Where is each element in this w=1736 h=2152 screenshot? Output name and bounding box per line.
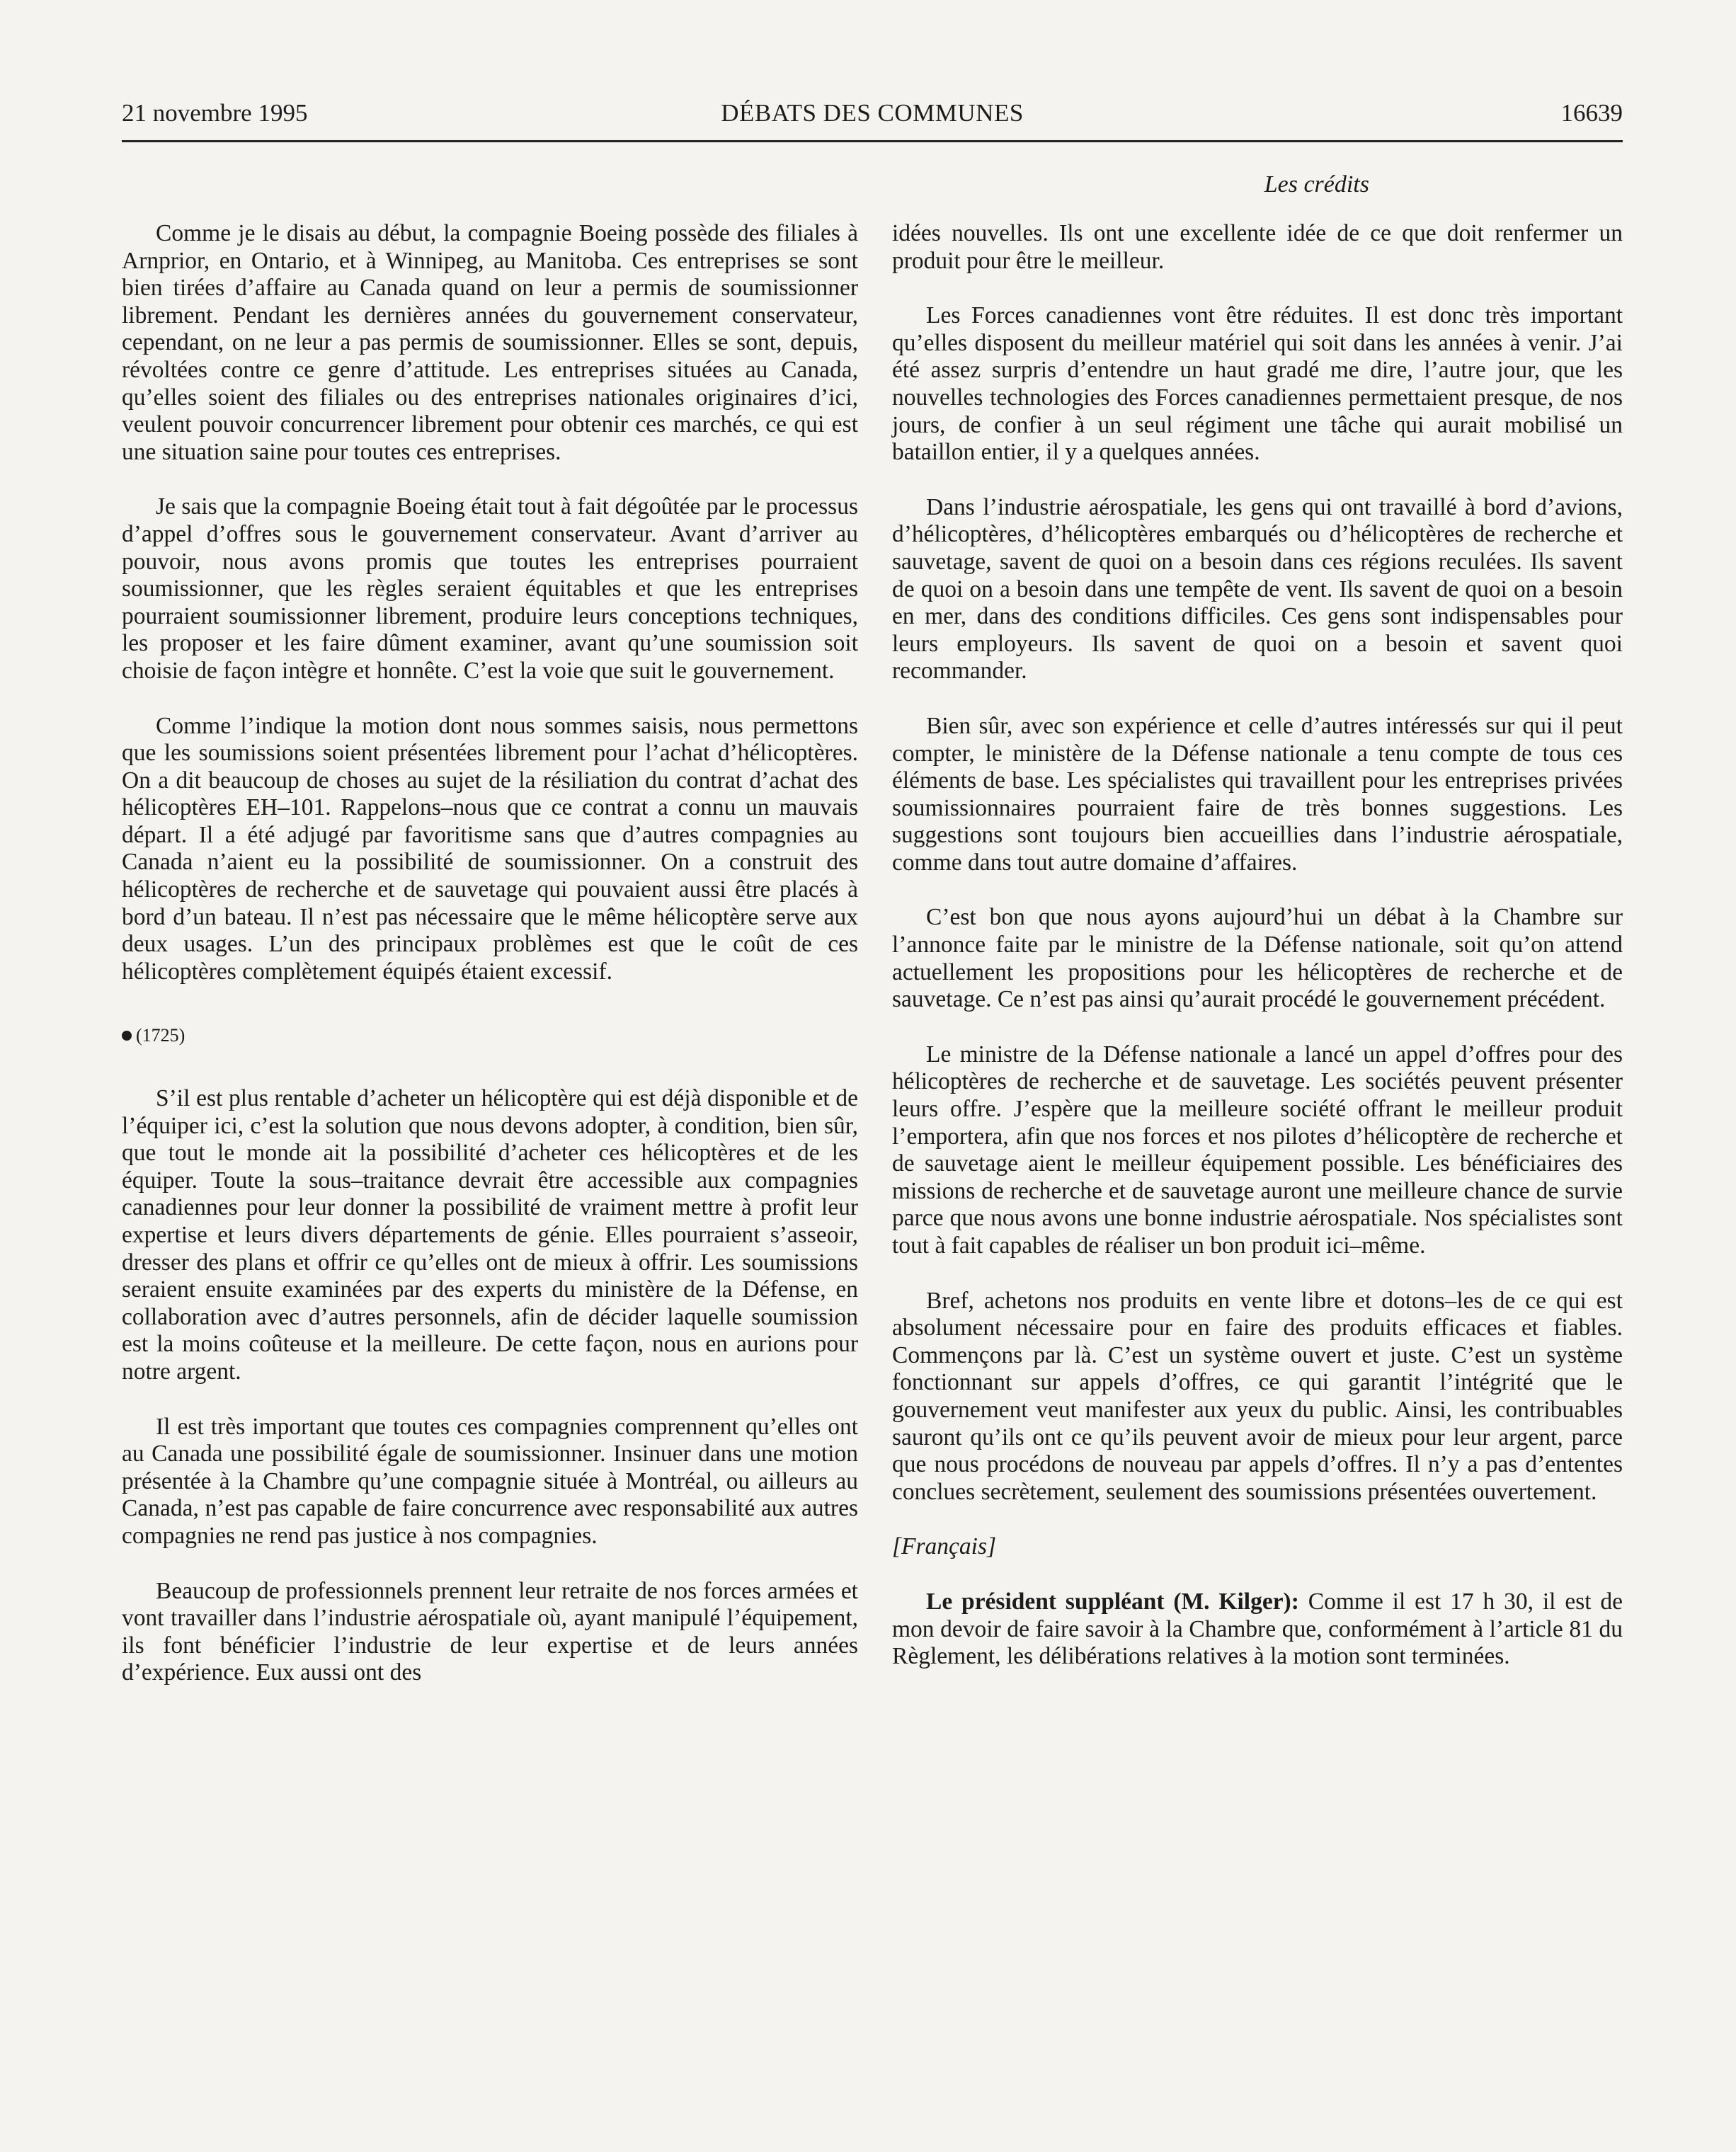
left-column [122, 220, 858, 1715]
left-paragraph-6: Beaucoup de professionnels prennent leur retraite de nos forces armées et vont travailler dans l’industrie aérospatiale où, ayant manipulé l’équipement, ils font bénéficier l’industrie de leur expertise et de leurs années d’expérience. Eux aussi ont des [122, 1577, 858, 1686]
left-paragraph-5: Il est très important que toutes ces compagnies comprennent qu’elles ont au Canada une possibilité égale de soumissionner. Insinuer dans une motion présentée à la Chambre qu’une compagnie située à Montréal, ou ailleurs au Canada, n’est pas capable de faire concurrence avec responsabilité aux autres compagnies ne rend pas justice à nos compagnies. [122, 1413, 858, 1549]
left-paragraph-1: Comme je le disais au début, la compagnie Boeing possède des filiales à Arnprior, en Ontario, et à Winnipeg, au Manitoba. Ces entreprises se sont bien tirées d’affaire au Canada quand on leur a permis de soumissionner librement. Pendant les dernières années du gouvernement conservateur, cependant, on ne leur a pas permis de soumissionner. Elles se sont, depuis, révoltées contre ce genre d’attitude. Les entreprises situées au Canada, qu’elles soient des filiales ou des entreprises nationales originaires d’ici, veulent pouvoir concurrencer librement pour obtenir ces marchés, ce qui est une situation saine pour toutes ces entreprises. [122, 220, 858, 465]
header-date: 21 novembre 1995 [122, 99, 308, 127]
right-paragraph-6: Le ministre de la Défense nationale a lancé un appel d’offres pour des hélicoptères de recherche et de sauvetage. Les sociétés peuvent présenter leurs offre. J’espère que la meilleure société offrant le meilleur produit l’emportera, afin que nos forces et nos pilotes d’hélicoptère de recherche et de sauvetage aient le meilleur équipement possible. Les bénéficiaires des missions de recherche et de sauvetage auront une meilleure chance de survie parce que nous avons une bonne industrie aérospatiale. Nos spécialistes sont tout à fait capables de réaliser un bon produit ici–même. [892, 1041, 1623, 1259]
speaker-paragraph [892, 1589, 1623, 1671]
right-column [892, 220, 1623, 1698]
left-paragraph-3: Comme l’indique la motion dont nous sommes saisis, nous permettons que les soumissions soient présentées librement pour l’achat d’hélicoptères. On a dit beaucoup de choses au sujet de la résiliation du contrat d’achat des hélicoptères EH–101. Rappelons–nous que ce contrat a connu un mauvais départ. Il a été adjugé par favoritisme sans que d’autres compagnies au Canada n’aient eu la possibilité de soumissionner. On a construit des hélicoptères de recherche et de sauvetage qui pouvaient aussi être placés à bord d’un bateau. Il n’est pas nécessaire que le même hélicoptère serve aux deux usages. L’un des principaux problèmes est que le coût de ces hélicoptères complètement équipés étaient excessif. [122, 712, 858, 985]
header-rule [122, 140, 1623, 142]
time-marker [122, 1022, 858, 1050]
page-header [122, 99, 1623, 136]
bullet-icon [122, 1031, 132, 1041]
header-title: DÉBATS DES COMMUNES [721, 99, 1024, 127]
left-paragraph-4: S’il est plus rentable d’acheter un hélicoptère qui est déjà disponible et de l’équiper ici, c’est la solution que nous devons adopter, à condition, bien sûr, que tout le monde ait la possibilité d’acheter ces hélicoptères et de les équiper. Toute la sous–traitance devrait être accessible aux compagnies canadiennes pour leur donner la possibilité de vraiment mettre à profit leur expertise et leurs divers départements de génie. Elles pourraient s’asseoir, dresser des plans et offrir ce qu’elles ont de mieux à offrir. Les soumissions seraient ensuite examinées par des experts du ministère de la Défense, en collaboration avec d’autres personnels, afin de décider laquelle soumission est la moins coûteuse et la meilleure. De cette façon, nous en aurions pour notre argent. [122, 1085, 858, 1385]
language-tag: [Français] [892, 1533, 997, 1560]
speaker-name: Le président suppléant (M. Kilger): [926, 1588, 1299, 1615]
header-page-number: 16639 [1560, 99, 1623, 127]
left-paragraph-2: Je sais que la compagnie Boeing était tout à fait dégoûtée par le processus d’appel d’offres sous le gouvernement conservateur. Avant d’arriver au pouvoir, nous avons promis que toutes les entreprises pourraient soumissionner, que les règles seraient équitables et que les entreprises pourraient soumissionner librement, produire leurs conceptions techniques, les proposer et les faire dûment examiner, avant qu’une soumission soit choisie de façon intègre et honnête. C’est la voie que suit le gouvernement. [122, 493, 858, 684]
right-paragraph-2: Les Forces canadiennes vont être réduites. Il est donc très important qu’elles disposent du meilleur matériel qui soit dans les années à venir. J’ai été assez surpris d’entendre un haut gradé me dire, l’autre jour, que les nouvelles technologies des Forces canadiennes permettaient presque, de nos jours, de confier à un seul régiment une tâche qui aurait mobilisé un bataillon entier, il y a quelques années. [892, 302, 1623, 466]
right-paragraph-5: C’est bon que nous ayons aujourd’hui un débat à la Chambre sur l’annonce faite par le ministre de la Défense nationale, soit qu’on attend actuellement les propositions pour les hélicoptères de recherche et de sauvetage. Ce n’est pas ainsi qu’aurait procédé le gouvernement précédent. [892, 904, 1623, 1013]
section-title: Les crédits [1264, 171, 1369, 198]
right-paragraph-7: Bref, achetons nos produits en vente libre et dotons–les de ce qui est absolument nécessaire pour en faire des produits efficaces et fiables. Commençons par là. C’est un système ouvert et juste. C’est un système fonctionnant sur appels d’offres, ce qui garantit l’intégrité que le gouvernement veut manifester aux yeux du public. Ainsi, les contribuables sauront qu’ils ont ce qu’ils peuvent avoir de mieux pour leur argent, parce que nous procédons de nouveau par appels d’offres. Il n’y a pas d’ententes conclues secrètement, seulement des soumissions présentées ouvertement. [892, 1287, 1623, 1505]
right-paragraph-1: idées nouvelles. Ils ont une excellente idée de ce que doit renfermer un produit pour être le meilleur. [892, 220, 1623, 274]
right-paragraph-3: Dans l’industrie aérospatiale, les gens qui ont travaillé à bord d’avions, d’hélicoptères, d’hélicoptères embarqués ou d’hélicoptères de recherche et sauvetage, savent de quoi on a besoin dans ces régions reculées. Ils savent de quoi on a besoin dans une tempête de vent. Ils savent de quoi on a besoin en mer, dans des conditions difficiles. Ces gens sont indispensables pour leurs employeurs. Ils savent de quoi on a besoin et savent quoi recommander. [892, 493, 1623, 685]
time-marker-text: (1725) [136, 1025, 185, 1046]
right-paragraph-4: Bien sûr, avec son expérience et celle d’autres intéressés sur qui il peut compter, le ministère de la Défense nationale a tenu compte de tous ces éléments de base. Les spécialistes qui travaillent pour les entreprises privées soumissionnaires pourraient faire de très bonnes suggestions. Les suggestions sont toujours bien accueillies dans l’industrie aérospatiale, comme dans tout autre domaine d’affaires. [892, 712, 1623, 876]
speaker-text: Comme il est 17 h 30, il est de mon devoir de faire savoir à la Chambre que, conformément à l’article 81 du Règlement, les délibérations relatives à la motion sont terminées. [892, 1588, 1623, 1670]
